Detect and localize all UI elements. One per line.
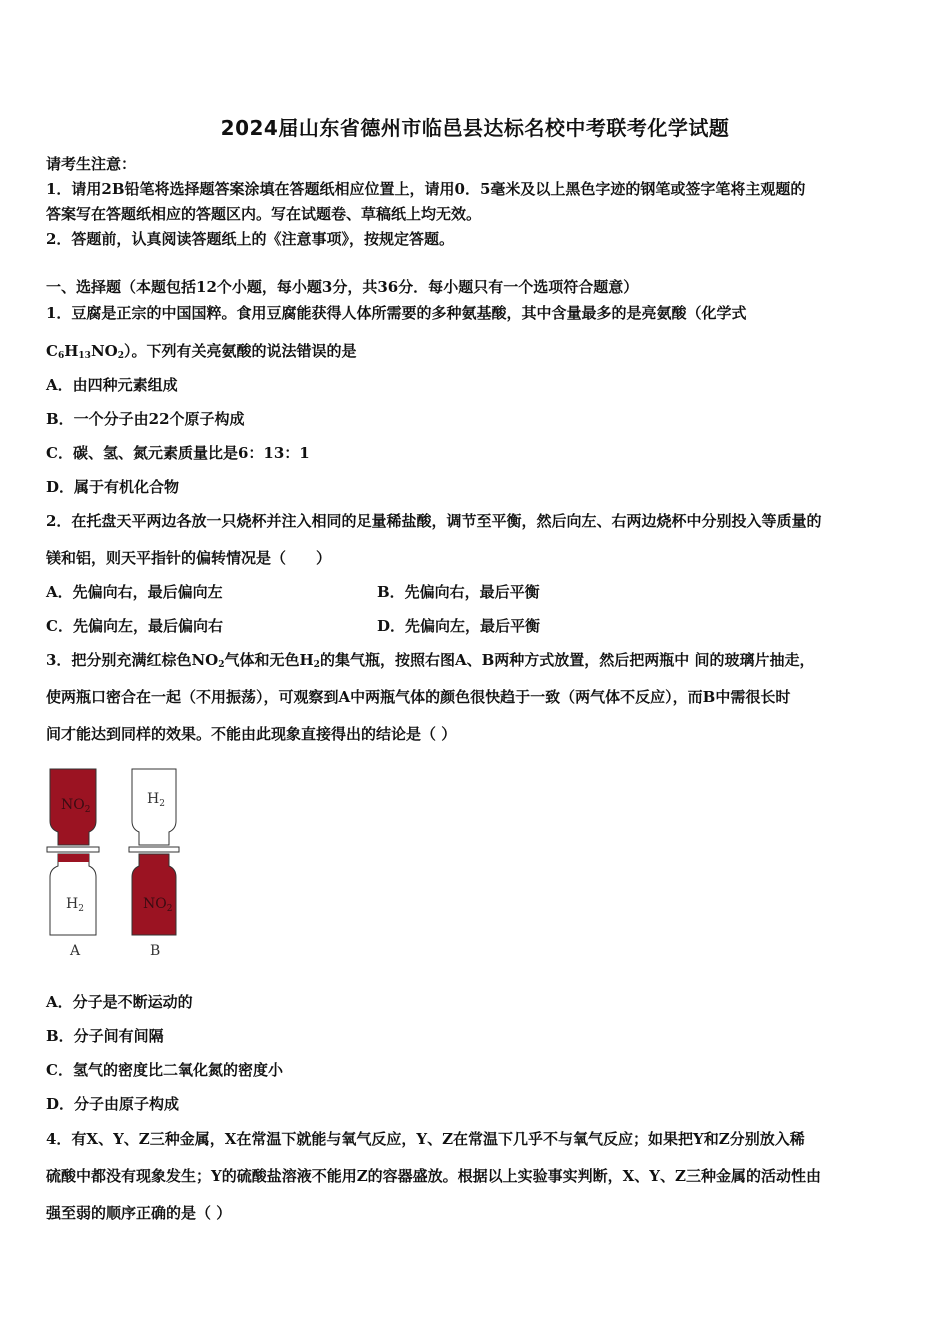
question-2-option-b: B．先偏向右，最后平衡 bbox=[377, 583, 540, 601]
label-b-bottom-no2: $NO_2$ bbox=[143, 896, 173, 914]
bottle-setup-a bbox=[47, 769, 99, 959]
question-2-line-2: 镁和铝，则天平指针的偏转情况是（ ） bbox=[46, 549, 332, 567]
question-2-option-a: A．先偏向右，最后偏向左 bbox=[46, 583, 223, 601]
bottle-a-neck-gas bbox=[58, 854, 89, 862]
question-1-option-b: B．一个分子由22个原子构成 bbox=[46, 410, 245, 428]
question-4-line-1: 4．有X、Y、Z三种金属，X在常温下就能与氧气反应，Y、Z在常温下几乎不与氧气反应；如果把Y和Z分别放入稀 bbox=[46, 1130, 805, 1148]
label-a-top-no2: $NO_2$ bbox=[61, 797, 91, 815]
bottle-a-bottom-h2 bbox=[50, 854, 96, 935]
question-3-option-c: C．氢气的密度比二氧化氮的密度小 bbox=[46, 1061, 283, 1079]
question-1-line-2: $C_6H_{13}NO_2$）。下列有关亮氨酸的说法错误的是 bbox=[46, 342, 357, 361]
question-2-option-c: C．先偏向左，最后偏向右 bbox=[46, 617, 223, 635]
question-4-line-3: 强至弱的顺序正确的是（ ） bbox=[46, 1204, 232, 1222]
page-title: 2024届山东省德州市临邑县达标名校中考联考化学试题 bbox=[220, 116, 730, 140]
section-heading: 一、选择题（本题包括12个小题，每小题3分，共36分．每小题只有一个选项符合题意） bbox=[46, 278, 639, 296]
question-3-line-1: 3．把分别充满红棕色$NO_2$气体和无色$H_2$的集气瓶，按照右图A、B两种方式放置，然后把两瓶中 间的玻璃片抽走， bbox=[46, 651, 815, 670]
label-b-top-h2: $H_2$ bbox=[147, 791, 165, 809]
label-a-bottom-h2: $H_2$ bbox=[66, 896, 84, 914]
bottle-setup-b bbox=[129, 769, 179, 959]
label-setup-a: A bbox=[70, 943, 81, 959]
label-setup-b: B bbox=[150, 943, 161, 959]
notice-item-1-line-1: 1．请用2B铅笔将选择题答案涂填在答题纸相应位置上，请用0．5毫米及以上黑色字迹的钢笔或签字笔将主观题的 bbox=[46, 180, 806, 198]
question-2-option-d: D．先偏向左，最后平衡 bbox=[377, 617, 541, 635]
notice-heading: 请考生注意： bbox=[46, 155, 137, 173]
question-3-option-a: A．分子是不断运动的 bbox=[46, 993, 193, 1011]
question-1-option-a: A．由四种元素组成 bbox=[46, 376, 178, 394]
question-1-line-1: 1．豆腐是正宗的中国国粹。食用豆腐能获得人体所需要的多种氨基酸，其中含量最多的是亮氨酸（化学式 bbox=[46, 304, 747, 322]
bottle-b-bottom-no2 bbox=[132, 854, 176, 935]
notice-item-2: 2．答题前，认真阅读答题纸上的《注意事项》，按规定答题。 bbox=[46, 230, 454, 248]
question-4-line-2: 硫酸中都没有现象发生；Y的硫酸盐溶液不能用Z的容器盛放。根据以上实验事实判断，X、Y、Z三种金属的活动性由 bbox=[46, 1167, 821, 1185]
question-3-option-b: B．分子间有间隔 bbox=[46, 1027, 164, 1045]
question-3-line-3: 间才能达到同样的效果。不能由此现象直接得出的结论是（ ） bbox=[46, 725, 457, 743]
question-1-option-c: C．碳、氢、氮元素质量比是6：13：1 bbox=[46, 444, 310, 462]
gas-bottle-figure bbox=[46, 765, 196, 965]
question-2-line-1: 2．在托盘天平两边各放一只烧杯并注入相同的足量稀盐酸，调节至平衡，然后向左、右两边烧杯中分别投入等质量的 bbox=[46, 512, 822, 530]
glass-plate-b bbox=[129, 847, 179, 852]
glass-plate-a bbox=[47, 847, 99, 852]
bottle-b-top-h2 bbox=[132, 769, 176, 845]
question-3-option-d: D．分子由原子构成 bbox=[46, 1095, 180, 1113]
question-3-line-2: 使两瓶口密合在一起（不用振荡），可观察到A中两瓶气体的颜色很快趋于一致（两气体不反应），而B中需很长时 bbox=[46, 688, 791, 706]
question-1-option-d: D．属于有机化合物 bbox=[46, 478, 180, 496]
notice-item-1-line-2: 答案写在答题纸相应的答题区内。写在试题卷、草稿纸上均无效。 bbox=[46, 205, 482, 223]
